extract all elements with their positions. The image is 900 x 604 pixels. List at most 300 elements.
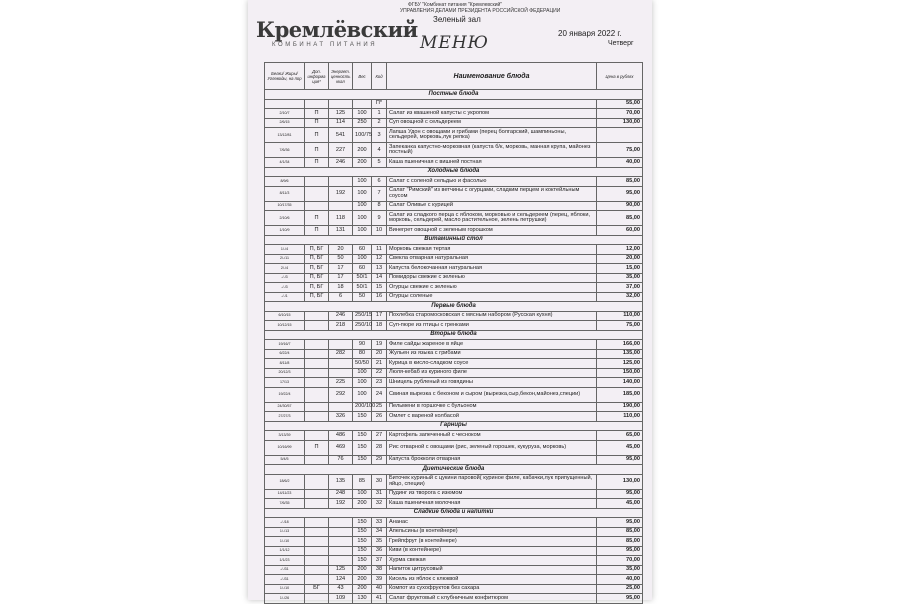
price-cell: 65,00	[597, 431, 643, 441]
code-cell: 18	[372, 321, 387, 331]
weight-cell: 150	[353, 556, 372, 566]
price-cell: 12,00	[597, 245, 643, 255]
energy-cell: 76	[329, 455, 353, 465]
dish-name: Пудинг из творога с изюмом	[387, 489, 597, 499]
category-title: Первые блюда	[265, 302, 643, 312]
code-cell: П*	[372, 99, 387, 109]
code-cell: 28	[372, 440, 387, 455]
dish-name: Огурцы свежие с зеленью	[387, 283, 597, 293]
table-row	[265, 349, 643, 359]
marks-cell: П, БГ	[305, 245, 329, 255]
energy-cell	[329, 201, 353, 211]
weight-cell: 130	[353, 594, 372, 604]
price-cell: 32,00	[597, 292, 643, 302]
price-cell: 185,00	[597, 387, 643, 402]
code-cell: 39	[372, 575, 387, 585]
code-cell: 2	[372, 118, 387, 128]
weight-cell: 50/1	[353, 283, 372, 293]
weight-cell: 100	[353, 211, 372, 226]
table-row	[265, 584, 643, 594]
weight-cell: 100	[353, 387, 372, 402]
table-row	[265, 431, 643, 441]
price-cell: 25,00	[597, 584, 643, 594]
col-name: Наименование блюда	[387, 63, 597, 90]
weight-cell: 100/75	[353, 128, 372, 143]
table-row	[265, 527, 643, 537]
marks-cell: П	[305, 143, 329, 158]
price-cell: 20,00	[597, 254, 643, 264]
dish-name: Апельсины (в контейнере)	[387, 527, 597, 537]
energy-cell: 326	[329, 412, 353, 422]
code-cell: 16	[372, 292, 387, 302]
weight-cell: 200	[353, 143, 372, 158]
nutrition-cell: 1/10/9	[265, 226, 305, 236]
price-cell: 150,00	[597, 368, 643, 378]
nutrition-cell: 1/1/12	[265, 546, 305, 556]
table-row	[265, 143, 643, 158]
weight-cell: 200/100	[353, 402, 372, 412]
category-title: Вторые блюда	[265, 330, 643, 340]
price-cell: 85,00	[597, 177, 643, 187]
energy-cell: 114	[329, 118, 353, 128]
dish-name: Салат фруктовый с клубничным конфитюром	[387, 594, 597, 604]
dish-name: Запеканка капустно-морковная (капуста б/к, морковь, манная крупа, майонез постный)	[387, 143, 597, 158]
marks-cell	[305, 349, 329, 359]
code-cell: 13	[372, 264, 387, 274]
table-row	[265, 264, 643, 274]
code-cell: 8	[372, 201, 387, 211]
nutrition-cell: 27/27/3	[265, 412, 305, 422]
dish-name: Суп-пюре из птицы с гренками	[387, 321, 597, 331]
code-cell: 29	[372, 455, 387, 465]
marks-cell	[305, 340, 329, 350]
table-header	[265, 63, 643, 90]
weight-cell: 150	[353, 518, 372, 528]
col-weight: Вес	[353, 63, 372, 90]
energy-cell: 124	[329, 575, 353, 585]
table-row	[265, 99, 643, 109]
energy-cell	[329, 359, 353, 369]
table-row	[265, 489, 643, 499]
table-row	[265, 186, 643, 201]
price-cell: 110,00	[597, 311, 643, 321]
menu-table	[264, 62, 643, 604]
weight-cell: 150	[353, 455, 372, 465]
table-row	[265, 201, 643, 211]
nutrition-cell: -/-/31	[265, 575, 305, 585]
weight-cell: 150	[353, 412, 372, 422]
weight-cell: 100	[353, 489, 372, 499]
weight-cell: 150	[353, 527, 372, 537]
energy-cell: 109	[329, 594, 353, 604]
code-cell: 20	[372, 349, 387, 359]
price-cell: 45,00	[597, 499, 643, 509]
energy-cell: 17	[329, 264, 353, 274]
price-cell: 55,00	[597, 99, 643, 109]
dish-name: Грейпфрут (в контейнере)	[387, 537, 597, 547]
weight-cell: 200	[353, 158, 372, 168]
nutrition-cell: 1/-/13	[265, 527, 305, 537]
nutrition-cell: 2/-/4	[265, 264, 305, 274]
energy-cell	[329, 402, 353, 412]
energy-cell	[329, 518, 353, 528]
nutrition-cell: 7/6/36	[265, 143, 305, 158]
category-row	[265, 330, 643, 340]
col-price: Цена в рублях	[597, 63, 643, 90]
energy-cell	[329, 177, 353, 187]
weight-cell: 150	[353, 537, 372, 547]
marks-cell: П	[305, 128, 329, 143]
table-row	[265, 254, 643, 264]
weight-cell: 90	[353, 340, 372, 350]
category-title: Витаминный стол	[265, 235, 643, 245]
nutrition-cell: 2/-/11	[265, 254, 305, 264]
dish-name: Суп овощной с сельдереем	[387, 118, 597, 128]
table-row	[265, 575, 643, 585]
dish-name: Люля-кебаб из куриного филе	[387, 368, 597, 378]
nutrition-cell: 1/-/26	[265, 594, 305, 604]
energy-cell: 17	[329, 273, 353, 283]
nutrition-cell: 7/6/35	[265, 499, 305, 509]
nutrition-cell: 20/12/3	[265, 368, 305, 378]
marks-cell: П	[305, 118, 329, 128]
weight-cell: 100	[353, 378, 372, 388]
energy-cell: 192	[329, 186, 353, 201]
nutrition-cell: 2/10/6	[265, 211, 305, 226]
table-row	[265, 283, 643, 293]
code-cell: 36	[372, 546, 387, 556]
weight-cell	[353, 99, 372, 109]
energy-cell: 131	[329, 226, 353, 236]
price-cell: 35,00	[597, 273, 643, 283]
marks-cell	[305, 412, 329, 422]
table-row	[265, 340, 643, 350]
energy-cell: 192	[329, 499, 353, 509]
table-row	[265, 455, 643, 465]
weight-cell: 50/50	[353, 359, 372, 369]
weight-cell: 200	[353, 584, 372, 594]
dish-name: Салат "Римский" из ветчины с огурцами, сладким перцем и коктейльным соусом	[387, 186, 597, 201]
energy-cell: 541	[329, 128, 353, 143]
code-cell: 10	[372, 226, 387, 236]
dish-name: Салат с соленой сельдью и фасолью	[387, 177, 597, 187]
dish-name	[387, 99, 597, 109]
nutrition-cell: 4/1/34	[265, 158, 305, 168]
weight-cell: 100	[353, 186, 372, 201]
table-row	[265, 565, 643, 575]
table-row	[265, 537, 643, 547]
energy-cell	[329, 546, 353, 556]
code-cell: 34	[372, 527, 387, 537]
nutrition-cell: -/-/31	[265, 565, 305, 575]
marks-cell	[305, 378, 329, 388]
code-cell: 3	[372, 128, 387, 143]
nutrition-cell: 6/10/15	[265, 311, 305, 321]
marks-cell	[305, 489, 329, 499]
category-title: Холодные блюда	[265, 167, 643, 177]
table-row	[265, 499, 643, 509]
nutrition-cell: 2/6/15	[265, 118, 305, 128]
table-row	[265, 359, 643, 369]
code-cell: 33	[372, 518, 387, 528]
weight-cell: 80	[353, 349, 372, 359]
code-cell: 12	[372, 254, 387, 264]
table-row	[265, 321, 643, 331]
nutrition-cell: 10/12/15	[265, 321, 305, 331]
category-row	[265, 421, 643, 431]
marks-cell: П, БГ	[305, 254, 329, 264]
code-cell: 38	[372, 565, 387, 575]
price-cell: 95,00	[597, 455, 643, 465]
nutrition-cell: 2/10/7	[265, 109, 305, 119]
dish-name: Шницель рубленый из говядины	[387, 378, 597, 388]
marks-cell	[305, 518, 329, 528]
menu-title: МЕНЮ	[420, 33, 489, 53]
table-row	[265, 177, 643, 187]
table-row	[265, 109, 643, 119]
marks-cell: П, БГ	[305, 292, 329, 302]
code-cell: 37	[372, 556, 387, 566]
energy-cell: 227	[329, 143, 353, 158]
price-cell: 75,00	[597, 321, 643, 331]
weight-cell: 150	[353, 546, 372, 556]
energy-cell: 282	[329, 349, 353, 359]
menu-sheet	[248, 0, 652, 600]
price-cell: 60,00	[597, 226, 643, 236]
dish-name: Помидоры свежие с зеленью	[387, 273, 597, 283]
dish-name: Каша пшеничная с вишней постная	[387, 158, 597, 168]
hall-name: Зеленый зал	[433, 15, 481, 24]
dish-name: Компот из сухофруктов без сахара	[387, 584, 597, 594]
nutrition-cell: 24/30/57	[265, 402, 305, 412]
energy-cell: 225	[329, 378, 353, 388]
table-row	[265, 211, 643, 226]
marks-cell	[305, 575, 329, 585]
category-row	[265, 465, 643, 475]
weight-cell: 50	[353, 292, 372, 302]
marks-cell	[305, 556, 329, 566]
price-cell: 75,00	[597, 143, 643, 158]
dish-name: Салат из сладкого перца с яблоком, морковью и сельдереем (перец, яблоки, морковь, сельдерей, масло растительное, зелень петрушки)	[387, 211, 597, 226]
code-cell: 21	[372, 359, 387, 369]
price-cell: 85,00	[597, 211, 643, 226]
price-cell: 90,00	[597, 201, 643, 211]
category-title: Гарниры	[265, 421, 643, 431]
table-row	[265, 474, 643, 489]
energy-cell: 20	[329, 245, 353, 255]
weight-cell: 200	[353, 565, 372, 575]
code-cell: 1	[372, 109, 387, 119]
energy-cell: 248	[329, 489, 353, 499]
col-code: Код	[372, 63, 387, 90]
marks-cell	[305, 402, 329, 412]
dish-name: Капуста белокочанная натуральная	[387, 264, 597, 274]
weight-cell: 60	[353, 264, 372, 274]
marks-cell	[305, 431, 329, 441]
code-cell: 35	[372, 537, 387, 547]
col-nutrition: Белки/ Жиры/ Углеводы, на пор	[265, 63, 305, 90]
dish-name: Морковь свежая тертая	[387, 245, 597, 255]
weight-cell: 250	[353, 118, 372, 128]
energy-cell	[329, 556, 353, 566]
marks-cell: П	[305, 158, 329, 168]
price-cell: 40,00	[597, 575, 643, 585]
marks-cell: П, БГ	[305, 264, 329, 274]
nutrition-cell: 1/1/23	[265, 556, 305, 566]
energy-cell: 125	[329, 565, 353, 575]
energy-cell: 469	[329, 440, 353, 455]
weight-cell: 100	[353, 368, 372, 378]
price-cell: 15,00	[597, 264, 643, 274]
nutrition-cell: 10/16/99	[265, 440, 305, 455]
table-row	[265, 158, 643, 168]
weight-cell: 85	[353, 474, 372, 489]
nutrition-cell: 17/13	[265, 378, 305, 388]
price-cell: 35,00	[597, 565, 643, 575]
nutrition-cell: 19/16/7	[265, 340, 305, 350]
weight-cell: 150	[353, 431, 372, 441]
dish-name: Салат Оливье с курицей	[387, 201, 597, 211]
energy-cell: 6	[329, 292, 353, 302]
marks-cell	[305, 594, 329, 604]
table-row	[265, 594, 643, 604]
dish-name: Огурцы соленые	[387, 292, 597, 302]
marks-cell: П	[305, 226, 329, 236]
weight-cell: 200	[353, 575, 372, 585]
marks-cell	[305, 546, 329, 556]
dish-name: Свиная вырезка с беконом и сыром (вырезка,сыр,бекон,майонез,специи)	[387, 387, 597, 402]
marks-cell: П, БГ	[305, 273, 329, 283]
energy-cell	[329, 340, 353, 350]
category-title: Постные блюда	[265, 90, 643, 100]
code-cell: 23	[372, 378, 387, 388]
code-cell: 30	[372, 474, 387, 489]
energy-cell	[329, 368, 353, 378]
weight-cell: 150	[353, 440, 372, 455]
dish-name: Филе сайды жареное в яйце	[387, 340, 597, 350]
nutrition-cell	[265, 99, 305, 109]
dish-name: Жульен из языка с грибами	[387, 349, 597, 359]
table-row	[265, 378, 643, 388]
weight-cell: 250/10	[353, 321, 372, 331]
dish-name: Пельмени в горшочке с бульоном	[387, 402, 597, 412]
dish-name: Свекла отварная натуральная	[387, 254, 597, 264]
price-cell: 95,00	[597, 546, 643, 556]
marks-cell	[305, 537, 329, 547]
org-line-1: ФГБУ "Комбинат питания "Кремлевский"	[408, 2, 503, 8]
marks-cell	[305, 499, 329, 509]
menu-weekday: Четверг	[608, 40, 634, 47]
price-cell: 130,00	[597, 474, 643, 489]
energy-cell	[329, 527, 353, 537]
table-row	[265, 273, 643, 283]
nutrition-cell: -/-/1	[265, 292, 305, 302]
nutrition-cell: -/-/3	[265, 283, 305, 293]
table-row	[265, 546, 643, 556]
energy-cell: 218	[329, 321, 353, 331]
dish-name: Похлебка старомосковская с мясным набором (Русская кухня)	[387, 311, 597, 321]
price-cell: 70,00	[597, 109, 643, 119]
price-cell: 125,00	[597, 359, 643, 369]
nutrition-cell: 8/11/8	[265, 359, 305, 369]
energy-cell: 50	[329, 254, 353, 264]
weight-cell: 60	[353, 245, 372, 255]
code-cell: 9	[372, 211, 387, 226]
marks-cell	[305, 565, 329, 575]
category-row	[265, 90, 643, 100]
nutrition-cell: 1/-/10	[265, 537, 305, 547]
price-cell: 40,00	[597, 158, 643, 168]
code-cell: 25	[372, 402, 387, 412]
dish-name: Омлет с вареной колбасой	[387, 412, 597, 422]
weight-cell: 50/1	[353, 273, 372, 283]
dish-name: Капуста брокколи отварная	[387, 455, 597, 465]
nutrition-cell: 5/4/5	[265, 455, 305, 465]
dish-name: Винегрет овощной с зеленым горошком	[387, 226, 597, 236]
price-cell: 95,00	[597, 489, 643, 499]
code-cell: 14	[372, 273, 387, 283]
table-row	[265, 311, 643, 321]
logo: Кремлёвский	[256, 17, 418, 42]
category-row	[265, 302, 643, 312]
table-row	[265, 245, 643, 255]
table-row	[265, 387, 643, 402]
energy-cell: 292	[329, 387, 353, 402]
weight-cell: 100	[353, 109, 372, 119]
dish-name: Биточек куриный с цукини паровой( куриное филе, кабачки,лук припущенный, яйцо, специи)	[387, 474, 597, 489]
price-cell: 70,00	[597, 556, 643, 566]
dish-name: Напиток цитрусовый	[387, 565, 597, 575]
dish-name: Киви (в контейнере)	[387, 546, 597, 556]
energy-cell: 43	[329, 584, 353, 594]
code-cell: 40	[372, 584, 387, 594]
code-cell: 41	[372, 594, 387, 604]
price-cell: 135,00	[597, 349, 643, 359]
marks-cell: БГ	[305, 584, 329, 594]
marks-cell	[305, 527, 329, 537]
price-cell: 140,00	[597, 378, 643, 388]
marks-cell	[305, 368, 329, 378]
table-row	[265, 518, 643, 528]
marks-cell	[305, 201, 329, 211]
code-cell: 19	[372, 340, 387, 350]
dish-name: Картофель запеченный с чесноком	[387, 431, 597, 441]
weight-cell: 100	[353, 201, 372, 211]
nutrition-cell: 10/17/35	[265, 201, 305, 211]
table-row	[265, 368, 643, 378]
nutrition-cell: 6/22/4	[265, 349, 305, 359]
energy-cell: 135	[329, 474, 353, 489]
energy-cell: 18	[329, 283, 353, 293]
category-title: Диетические блюда	[265, 465, 643, 475]
table-row	[265, 118, 643, 128]
table-row	[265, 556, 643, 566]
table-row	[265, 440, 643, 455]
marks-cell	[305, 321, 329, 331]
marks-cell: П, БГ	[305, 283, 329, 293]
code-cell: 11	[372, 245, 387, 255]
price-cell: 95,00	[597, 186, 643, 201]
price-cell: 166,00	[597, 340, 643, 350]
price-cell: 130,00	[597, 118, 643, 128]
col-energy: Энергет. ценность ккал	[329, 63, 353, 90]
nutrition-cell: 14/11/23	[265, 489, 305, 499]
dish-name: Курица в кисло-сладком соусе	[387, 359, 597, 369]
marks-cell: П	[305, 211, 329, 226]
price-cell	[597, 128, 643, 143]
energy-cell	[329, 537, 353, 547]
code-cell: 24	[372, 387, 387, 402]
